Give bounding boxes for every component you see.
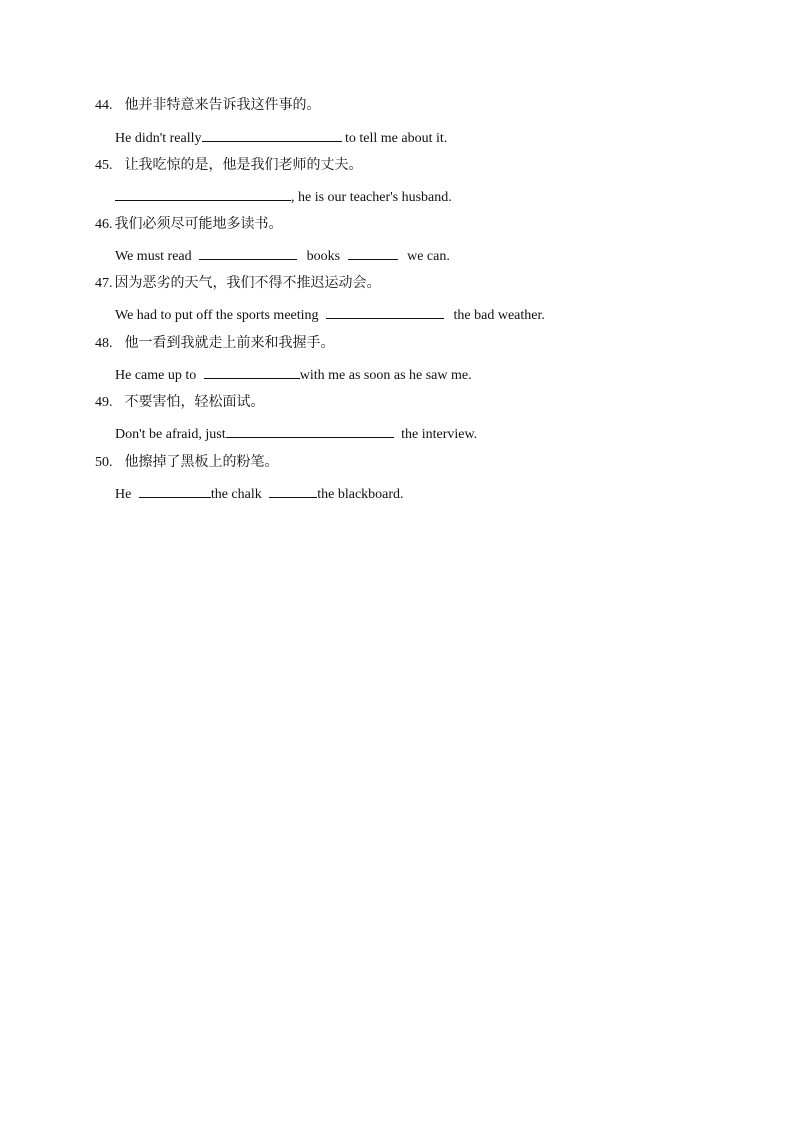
answer-blank[interactable] xyxy=(269,484,317,498)
question-50-prompt xyxy=(95,454,735,472)
sentence-text: He xyxy=(115,487,135,502)
question-50-sentence xyxy=(115,484,755,504)
question-47-prompt xyxy=(95,275,735,293)
question-44-prompt xyxy=(95,97,735,115)
question-chinese: 让我吃惊的是，他是我们老师的丈夫。 xyxy=(124,158,363,173)
sentence-text: We must read xyxy=(115,249,196,264)
question-chinese: 他擦掉了黑板上的粉笔。 xyxy=(124,455,279,470)
sentence-text: the blackboard. xyxy=(317,487,404,502)
question-49-prompt xyxy=(95,394,735,412)
answer-blank[interactable] xyxy=(199,246,297,260)
sentence-text: we can. xyxy=(403,249,450,264)
question-chinese: 他并非特意来告诉我这件事的。 xyxy=(124,98,321,113)
question-number: 45. xyxy=(95,158,113,173)
sentence-text: We had to put off the sports meeting xyxy=(115,308,323,323)
sentence-text: He came up to xyxy=(115,368,200,383)
sentence-text: the interview. xyxy=(397,427,478,442)
question-46-prompt xyxy=(95,216,735,234)
answer-blank[interactable] xyxy=(202,128,342,142)
sentence-text: Don't be afraid, just xyxy=(115,427,226,442)
sentence-text: the bad weather. xyxy=(450,308,545,323)
question-number: 46. xyxy=(95,217,113,232)
sentence-text: to tell me about it. xyxy=(341,131,448,146)
sentence-text: He didn't really xyxy=(115,131,202,146)
answer-blank[interactable] xyxy=(115,187,291,201)
answer-blank[interactable] xyxy=(139,484,211,498)
answer-blank[interactable] xyxy=(204,365,300,379)
question-47-sentence xyxy=(115,305,755,325)
sentence-text: with me as soon as he saw me. xyxy=(299,368,472,383)
question-45-prompt xyxy=(95,157,735,175)
question-number: 44. xyxy=(95,98,113,113)
question-chinese: 因为恶劣的天气，我们不得不推迟运动会。 xyxy=(114,276,381,291)
question-chinese: 不要害怕，轻松面试。 xyxy=(124,395,265,410)
answer-blank[interactable] xyxy=(326,305,444,319)
answer-blank[interactable] xyxy=(226,424,394,438)
sentence-text: , he is our teacher's husband. xyxy=(291,190,452,205)
sentence-text: books xyxy=(303,249,344,264)
question-49-sentence xyxy=(115,424,755,444)
question-number: 50. xyxy=(95,455,113,470)
question-44-sentence xyxy=(115,128,755,148)
question-46-sentence xyxy=(115,246,755,266)
question-48-sentence xyxy=(115,365,755,385)
question-45-sentence xyxy=(115,187,755,207)
question-chinese: 他一看到我就走上前来和我握手。 xyxy=(124,336,335,351)
question-number: 49. xyxy=(95,395,113,410)
question-chinese: 我们必须尽可能地多读书。 xyxy=(114,217,283,232)
sentence-text: the chalk xyxy=(210,487,266,502)
question-48-prompt xyxy=(95,335,735,353)
question-number: 48. xyxy=(95,336,113,351)
question-number: 47. xyxy=(95,276,113,291)
answer-blank[interactable] xyxy=(348,246,398,260)
